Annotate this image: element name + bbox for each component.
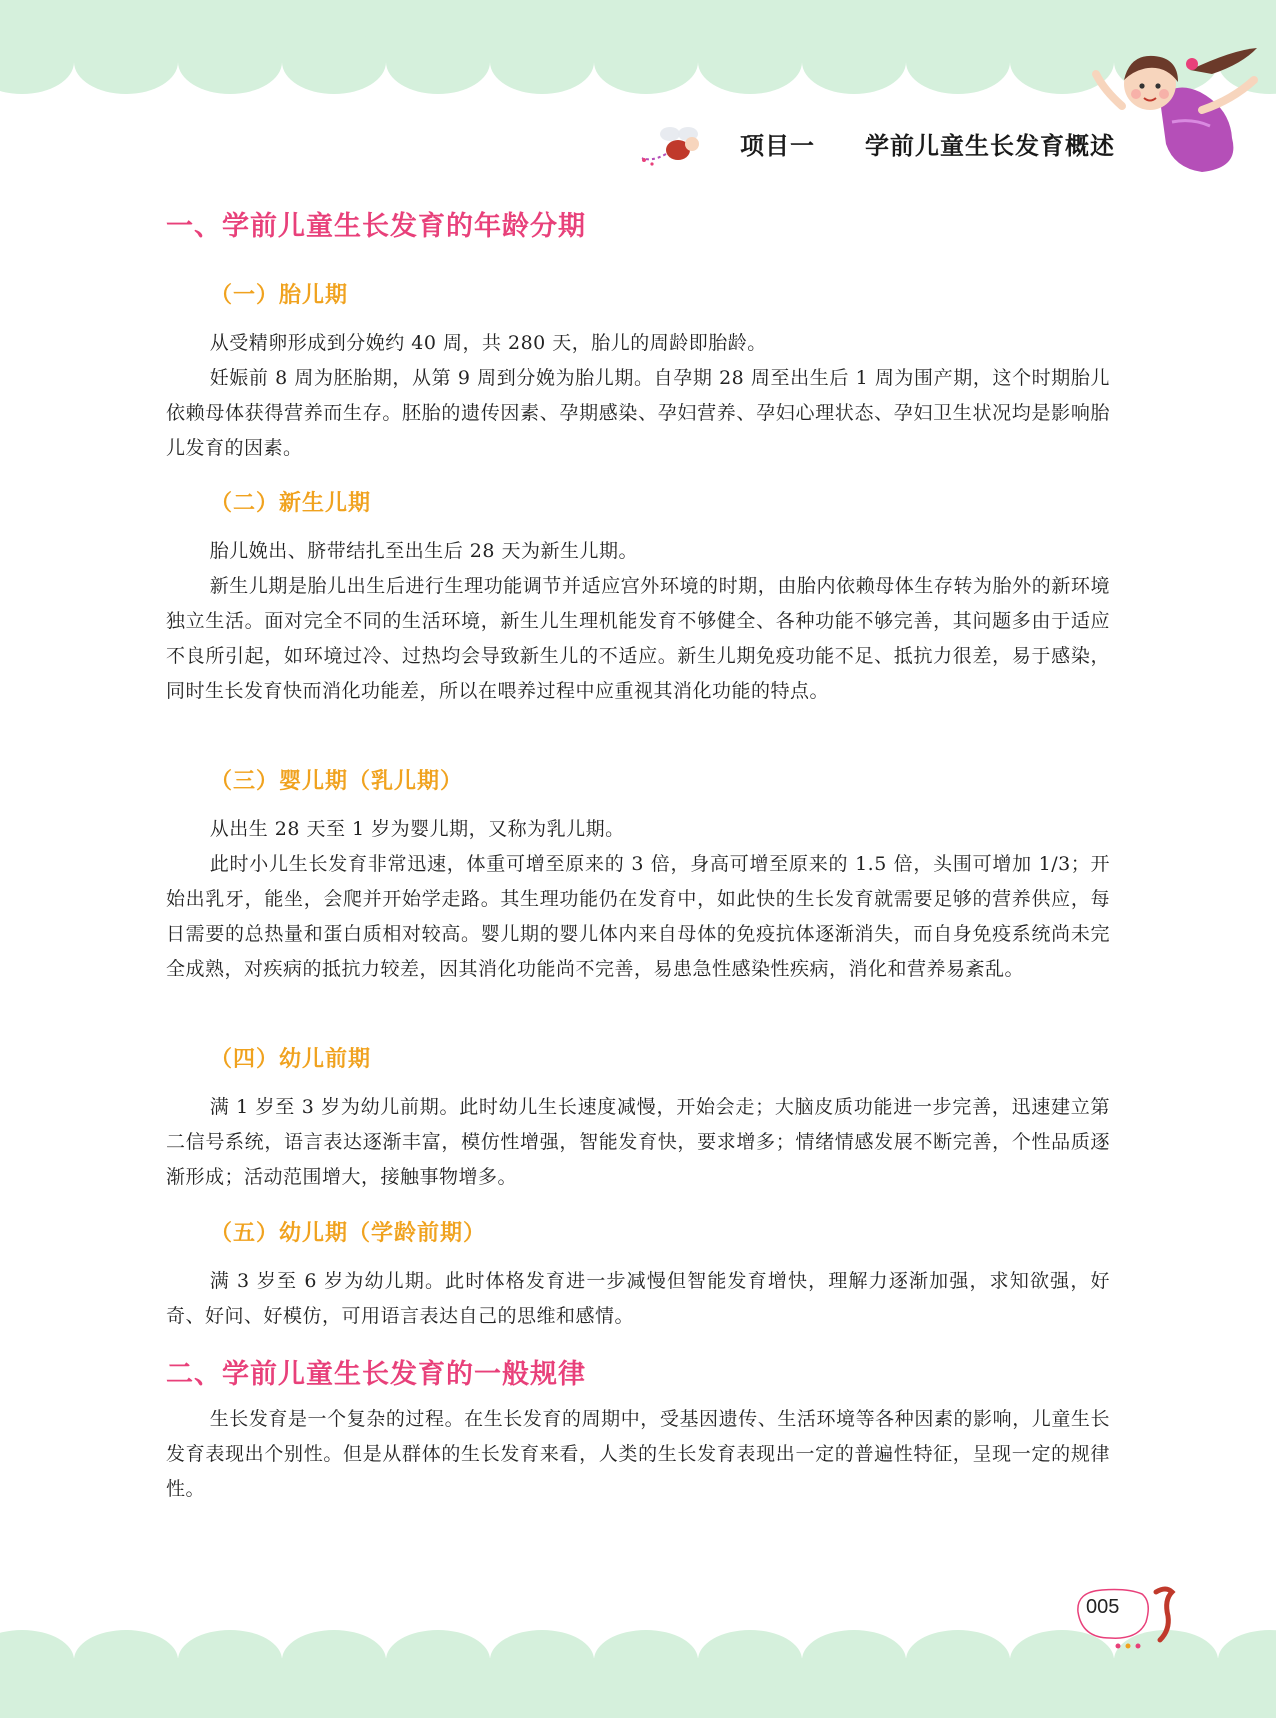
- project-label: 项目一: [740, 131, 815, 160]
- subsection-heading: （五）幼儿期（学龄前期）: [210, 1221, 487, 1246]
- paragraph: 此时小儿生长发育非常迅速，体重可增至原来的 3 倍，身高可增至原来的 1.5 倍，头围可增加 1/3；开始出乳牙，能坐，会爬并开始学走路。其生理功能仍在发育中，如此快的生长发育就需要足够的营养供应，每日需要的总热量和蛋白质相对较高。婴儿期的婴儿体内来自母体的免疫抗体逐渐消失，而自身免疫系统尚未完全成熟，对疾病的抵抗力较差，因其消化功能尚不完善，易患急性感染性疾病，消化和营养易紊乱。: [166, 853, 1110, 980]
- paragraph: 生长发育是一个复杂的过程。在生长发育的周期中，受基因遗传、生活环境等各种因素的影响，儿童生长发育表现出个别性。但是从群体的生长发育来看，人类的生长发育表现出一定的普遍性特征，呈现一定的规律性。: [166, 1408, 1110, 1500]
- running-header: [740, 118, 1115, 168]
- fairy-bug-illustration: [636, 110, 716, 176]
- subsection-heading: （一）胎儿期: [210, 283, 349, 308]
- page-number-badge: [1072, 1582, 1182, 1652]
- page-number: 005: [1086, 1596, 1120, 1618]
- section-heading: 二、学前儿童生长发育的一般规律: [166, 1359, 586, 1390]
- section-heading: 一、学前儿童生长发育的年龄分期: [166, 211, 586, 242]
- subsection-heading: （三）婴儿期（乳儿期）: [210, 769, 464, 794]
- paragraph: 妊娠前 8 周为胚胎期，从第 9 周到分娩为胎儿期。自孕期 28 周至出生后 1 周为围产期，这个时期胎儿依赖母体获得营养而生存。胚胎的遗传因素、孕期感染、孕妇营养、孕妇心理状态、孕妇卫生状况均是影响胎儿发育的因素。: [166, 367, 1110, 459]
- subsection-heading: （二）新生儿期: [210, 491, 372, 516]
- paragraph: 满 1 岁至 3 岁为幼儿前期。此时幼儿生长速度减慢，开始会走；大脑皮质功能进一步完善，迅速建立第二信号系统，语言表达逐渐丰富，模仿性增强，智能发育快，要求增多；情绪情感发展不断完善，个性品质逐渐形成；活动范围增大，接触事物增多。: [166, 1096, 1110, 1188]
- paragraph: 新生儿期是胎儿出生后进行生理功能调节并适应宫外环境的时期，由胎内依赖母体生存转为胎外的新环境独立生活。面对完全不同的生活环境，新生儿生理机能发育不够健全、各种功能不够完善，其问题多由于适应不良所引起，如环境过冷、过热均会导致新生儿的不适应。新生儿期免疫功能不足、抵抗力很差，易于感染，同时生长发育快而消化功能差，所以在喂养过程中应重视其消化功能的特点。: [166, 575, 1110, 702]
- chapter-title: 学前儿童生长发育概述: [865, 131, 1115, 160]
- paragraph: 满 3 岁至 6 岁为幼儿期。此时体格发育进一步减慢但智能发育增快，理解力逐渐加强，求知欲强，好奇、好问、好模仿，可用语言表达自己的思维和感情。: [166, 1270, 1110, 1327]
- subsection-heading: （四）幼儿前期: [210, 1047, 372, 1072]
- paragraph: 胎儿娩出、脐带结扎至出生后 28 天为新生儿期。: [209, 540, 638, 562]
- paragraph: 从出生 28 天至 1 岁为婴儿期，又称为乳儿期。: [209, 818, 625, 840]
- paragraph: 从受精卵形成到分娩约 40 周，共 280 天，胎儿的周龄即胎龄。: [209, 332, 767, 354]
